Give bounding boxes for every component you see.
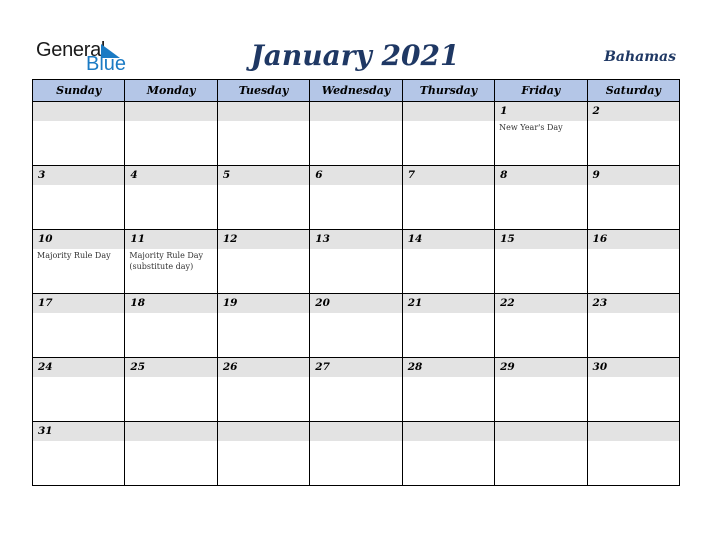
generalblue-logo [36, 39, 126, 73]
day-cell[interactable] [587, 294, 679, 358]
day-cell-content [495, 230, 586, 293]
day-number: 11 [125, 230, 216, 249]
day-cell[interactable] [125, 102, 217, 166]
day-cell[interactable] [402, 422, 494, 486]
day-cell[interactable] [217, 230, 309, 294]
day-number: 28 [403, 358, 494, 377]
day-number: 26 [218, 358, 309, 377]
day-number: 30 [588, 358, 679, 377]
holiday-note: Majority Rule Day [37, 251, 111, 260]
day-number: 13 [310, 230, 401, 249]
day-cell-content [588, 102, 679, 165]
day-cell[interactable] [217, 358, 309, 422]
calendar-title: January 2021 [250, 39, 460, 72]
day-cell-content [33, 422, 124, 485]
holiday-note [310, 185, 401, 186]
day-cell[interactable] [33, 166, 125, 230]
day-number [310, 422, 401, 441]
country-label: Bahamas [604, 49, 676, 65]
holiday-note [310, 249, 401, 250]
day-cell-content [310, 230, 401, 293]
day-number: 29 [495, 358, 586, 377]
day-cell[interactable] [495, 230, 587, 294]
holiday-note [495, 249, 586, 250]
day-number [310, 102, 401, 121]
day-number: 27 [310, 358, 401, 377]
holiday-note [588, 121, 679, 122]
holiday-note [403, 185, 494, 186]
day-cell-content [310, 102, 401, 165]
holiday-note [218, 121, 309, 122]
day-number [588, 422, 679, 441]
day-cell-content [310, 422, 401, 485]
holiday-note [588, 441, 679, 442]
day-cell-content [495, 422, 586, 485]
day-cell[interactable] [495, 294, 587, 358]
day-cell[interactable] [33, 294, 125, 358]
day-cell-content [218, 422, 309, 485]
day-cell-content [403, 422, 494, 485]
day-number: 31 [33, 422, 124, 441]
holiday-note [588, 185, 679, 186]
day-cell[interactable] [310, 422, 402, 486]
day-cell[interactable] [310, 166, 402, 230]
holiday-note [588, 313, 679, 314]
day-cell[interactable] [495, 102, 587, 166]
logo-text-blue: Blue [86, 53, 127, 75]
week-row [33, 166, 680, 230]
day-cell[interactable] [125, 358, 217, 422]
day-cell[interactable] [33, 422, 125, 486]
holiday-note [33, 441, 124, 442]
weekday-saturday: Saturday [587, 80, 679, 102]
day-number [403, 422, 494, 441]
day-cell[interactable] [125, 422, 217, 486]
holiday-note [125, 441, 216, 442]
holiday-note [310, 313, 401, 314]
day-cell-content [125, 294, 216, 357]
day-cell[interactable] [495, 422, 587, 486]
holiday-note [125, 313, 216, 314]
holiday-note [310, 441, 401, 442]
day-cell-content [218, 230, 309, 293]
day-number: 1 [495, 102, 586, 121]
day-cell-content [403, 166, 494, 229]
day-cell-content [588, 294, 679, 357]
day-number: 5 [218, 166, 309, 185]
holiday-note [33, 185, 124, 186]
holiday-note [495, 185, 586, 186]
holiday-note [218, 441, 309, 442]
day-number [403, 102, 494, 121]
holiday-note [125, 377, 216, 378]
holiday-note [218, 185, 309, 186]
weekday-header-row [33, 80, 680, 102]
day-cell[interactable] [587, 422, 679, 486]
day-cell[interactable] [402, 358, 494, 422]
day-cell[interactable] [402, 102, 494, 166]
day-cell-content [218, 358, 309, 421]
holiday-note [495, 377, 586, 378]
holiday-note [125, 121, 216, 122]
day-cell[interactable] [587, 358, 679, 422]
day-cell-content [125, 230, 216, 293]
day-cell[interactable] [217, 422, 309, 486]
day-cell-content [218, 102, 309, 165]
holiday-note [403, 377, 494, 378]
day-cell-content [125, 422, 216, 485]
holiday-note [588, 377, 679, 378]
day-cell-content [495, 166, 586, 229]
holiday-note [495, 441, 586, 442]
day-cell-content [588, 358, 679, 421]
day-number: 25 [125, 358, 216, 377]
holiday-note [403, 121, 494, 122]
day-cell-content [310, 166, 401, 229]
holiday-note [33, 313, 124, 314]
day-number: 22 [495, 294, 586, 313]
day-number [218, 102, 309, 121]
day-number: 7 [403, 166, 494, 185]
weekday-thursday: Thursday [402, 80, 494, 102]
week-row [33, 102, 680, 166]
day-cell[interactable] [310, 230, 402, 294]
day-cell-content [588, 166, 679, 229]
day-number [125, 422, 216, 441]
day-number: 17 [33, 294, 124, 313]
day-cell-content [33, 294, 124, 357]
day-number: 23 [588, 294, 679, 313]
day-cell[interactable] [33, 358, 125, 422]
day-number: 9 [588, 166, 679, 185]
day-number [218, 422, 309, 441]
day-cell[interactable] [310, 294, 402, 358]
calendar-grid [32, 79, 680, 486]
day-cell[interactable] [587, 166, 679, 230]
day-number: 8 [495, 166, 586, 185]
week-row [33, 358, 680, 422]
day-cell-content [495, 294, 586, 357]
holiday-note [125, 185, 216, 186]
holiday-note [588, 249, 679, 250]
day-number: 18 [125, 294, 216, 313]
day-number: 2 [588, 102, 679, 121]
logo-text-general: General [36, 39, 106, 61]
weekday-tuesday: Tuesday [217, 80, 309, 102]
day-cell-content [588, 422, 679, 485]
day-cell[interactable] [125, 230, 217, 294]
holiday-note: New Year's Day [499, 123, 563, 132]
holiday-note [33, 121, 124, 122]
day-cell-content [33, 166, 124, 229]
day-number: 12 [218, 230, 309, 249]
day-cell[interactable] [402, 294, 494, 358]
day-number: 19 [218, 294, 309, 313]
weekday-friday: Friday [495, 80, 587, 102]
holiday-note [218, 313, 309, 314]
day-number [125, 102, 216, 121]
day-cell[interactable] [310, 358, 402, 422]
day-number [495, 422, 586, 441]
day-number: 14 [403, 230, 494, 249]
day-cell[interactable] [217, 102, 309, 166]
day-cell[interactable] [310, 102, 402, 166]
week-row [33, 230, 680, 294]
holiday-note [403, 249, 494, 250]
day-cell-content [403, 230, 494, 293]
day-cell-content [588, 230, 679, 293]
day-cell-content [125, 358, 216, 421]
day-cell[interactable] [33, 230, 125, 294]
day-cell[interactable] [495, 166, 587, 230]
day-number: 6 [310, 166, 401, 185]
day-cell-content [125, 166, 216, 229]
holiday-note [403, 441, 494, 442]
week-row [33, 422, 680, 486]
day-cell-content [495, 102, 586, 165]
day-number [33, 102, 124, 121]
weekday-sunday: Sunday [33, 80, 125, 102]
holiday-note [33, 377, 124, 378]
day-cell-content [310, 294, 401, 357]
day-cell-content [310, 358, 401, 421]
day-number: 4 [125, 166, 216, 185]
day-number: 3 [33, 166, 124, 185]
day-number: 20 [310, 294, 401, 313]
day-number: 10 [33, 230, 124, 249]
day-cell-content [403, 294, 494, 357]
day-number: 15 [495, 230, 586, 249]
day-cell-content [218, 294, 309, 357]
day-cell-content [218, 166, 309, 229]
holiday-note [495, 313, 586, 314]
day-cell[interactable] [587, 230, 679, 294]
day-cell[interactable] [402, 230, 494, 294]
day-cell-content [33, 230, 124, 293]
holiday-note: Majority Rule Day (substitute day) [129, 251, 204, 271]
day-cell[interactable] [125, 294, 217, 358]
holiday-note [310, 377, 401, 378]
day-cell[interactable] [217, 166, 309, 230]
weekday-wednesday: Wednesday [310, 80, 402, 102]
day-cell-content [403, 358, 494, 421]
day-cell[interactable] [217, 294, 309, 358]
holiday-note [218, 249, 309, 250]
weekday-monday: Monday [125, 80, 217, 102]
holiday-note [403, 313, 494, 314]
day-cell[interactable] [402, 166, 494, 230]
day-number: 24 [33, 358, 124, 377]
holiday-note [310, 121, 401, 122]
day-cell-content [33, 102, 124, 165]
holiday-note [218, 377, 309, 378]
day-cell[interactable] [125, 166, 217, 230]
day-cell-content [125, 102, 216, 165]
day-cell[interactable] [495, 358, 587, 422]
week-row [33, 294, 680, 358]
day-cell-content [33, 358, 124, 421]
day-number: 16 [588, 230, 679, 249]
day-cell-content [495, 358, 586, 421]
day-cell-content [403, 102, 494, 165]
day-cell[interactable] [33, 102, 125, 166]
day-number: 21 [403, 294, 494, 313]
day-cell[interactable] [587, 102, 679, 166]
